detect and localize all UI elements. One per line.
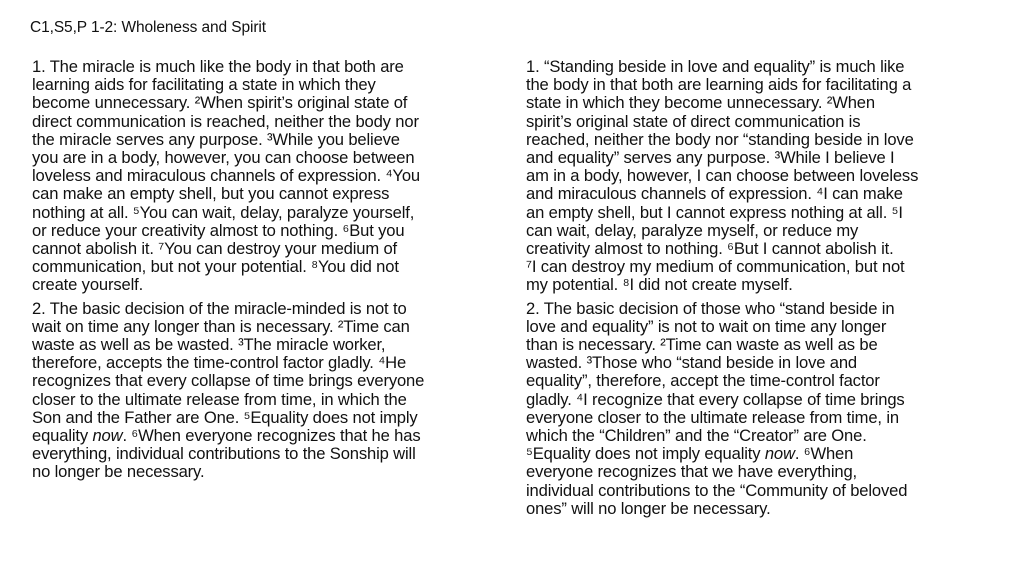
- text-line: than is necessary. ²Time can waste as well as be: [526, 335, 878, 355]
- left-paragraph-1: [32, 58, 502, 295]
- right-paragraph-2: [526, 300, 996, 518]
- text-line: everything, individual contributions to the Sonship will: [32, 444, 416, 464]
- text-line: therefore, accepts the time-control factor gladly. ⁴He: [32, 353, 407, 373]
- text-line: create yourself.: [32, 275, 144, 295]
- text-line: an empty shell, but I cannot express nothing at all. ⁵I: [526, 202, 903, 222]
- text-line: my potential. ⁸I did not create myself.: [526, 275, 793, 295]
- text-line: everyone closer to the ultimate release from time, in: [526, 407, 899, 427]
- text-line: wait on time any longer than is necessary. ²Time can: [32, 316, 410, 336]
- text-line: 2. The basic decision of the miracle-minded is not to: [32, 298, 407, 318]
- text-line-with-italic: [526, 445, 996, 463]
- slide-title: C1,S5,P 1-2: Wholeness and Spirit: [30, 19, 266, 36]
- text-segment: ⁵Equality does not imply equality: [526, 444, 765, 464]
- text-line: recognizes that every collapse of time brings everyone: [32, 371, 425, 391]
- text-line: direct communication is reached, neither the body nor: [32, 111, 419, 131]
- text-line: 1. “Standing beside in love and equality” is much like: [526, 57, 905, 76]
- text-segment: . ⁶When everyone recognizes that he has: [122, 426, 421, 446]
- text-line: equality”, therefore, accept the time-control factor: [526, 371, 880, 391]
- text-line: ones” will no longer be necessary.: [526, 498, 771, 518]
- text-line: which the “Children” and the “Creator” are One.: [526, 426, 867, 446]
- text-line: and miraculous channels of expression. ⁴I can make: [526, 184, 903, 204]
- text-line: gladly. ⁴I recognize that every collapse of time brings: [526, 389, 905, 409]
- text-line: closer to the ultimate release from time, in which the: [32, 389, 407, 409]
- text-line: you are in a body, however, you can choose between: [32, 148, 415, 168]
- text-line: reached, neither the body nor “standing beside in love: [526, 129, 914, 149]
- right-column: [526, 58, 996, 523]
- text-line: the body in that both are learning aids for facilitating a: [526, 75, 912, 95]
- italic-word: now: [764, 444, 795, 464]
- text-line: love and equality” is not to wait on time any longer: [526, 316, 887, 336]
- text-line: become unnecessary. ²When spirit’s original state of: [32, 93, 408, 113]
- text-segment: . ⁶When: [794, 444, 854, 464]
- text-line: loveless and miraculous channels of expression. ⁴You: [32, 166, 420, 186]
- text-segment: equality: [32, 426, 93, 446]
- text-line: cannot abolish it. ⁷You can destroy your medium of: [32, 239, 398, 259]
- text-line: ⁷I can destroy my medium of communication, but not: [526, 257, 905, 277]
- left-column: [32, 58, 502, 487]
- text-line: spirit’s original state of direct communication is: [526, 111, 861, 131]
- right-paragraph-1: [526, 58, 996, 295]
- text-line: nothing at all. ⁵You can wait, delay, paralyze yourself,: [32, 202, 415, 222]
- text-line: 1. The miracle is much like the body in that both are: [32, 57, 404, 76]
- text-line-with-italic: [32, 427, 502, 445]
- text-line: wasted. ³Those who “stand beside in love and: [526, 353, 858, 373]
- text-line: state in which they become unnecessary. ²When: [526, 93, 875, 113]
- text-line: or reduce your creativity almost to nothing. ⁶But you: [32, 220, 405, 240]
- text-line: can wait, delay, paralyze myself, or reduce my: [526, 220, 859, 240]
- text-line: everyone recognizes that we have everything,: [526, 462, 858, 482]
- text-line: individual contributions to the “Community of beloved: [526, 480, 908, 500]
- text-line: 2. The basic decision of those who “stand beside in: [526, 298, 895, 318]
- text-line: can make an empty shell, but you cannot express: [32, 184, 390, 204]
- text-line: no longer be necessary.: [32, 462, 205, 482]
- text-line: communication, but not your potential. ⁸You did not: [32, 257, 399, 277]
- text-line: the miracle serves any purpose. ³While you believe: [32, 129, 400, 149]
- text-line: Son and the Father are One. ⁵Equality does not imply: [32, 407, 418, 427]
- text-line: waste as well as be wasted. ³The miracle worker,: [32, 335, 386, 355]
- italic-word: now: [92, 426, 123, 446]
- text-line: creativity almost to nothing. ⁶But I cannot abolish it.: [526, 239, 894, 259]
- text-line: and equality” serves any purpose. ³While I believe I: [526, 148, 895, 168]
- left-paragraph-2: [32, 300, 502, 482]
- text-line: am in a body, however, I can choose between loveless: [526, 166, 919, 186]
- text-line: learning aids for facilitating a state in which they: [32, 75, 376, 95]
